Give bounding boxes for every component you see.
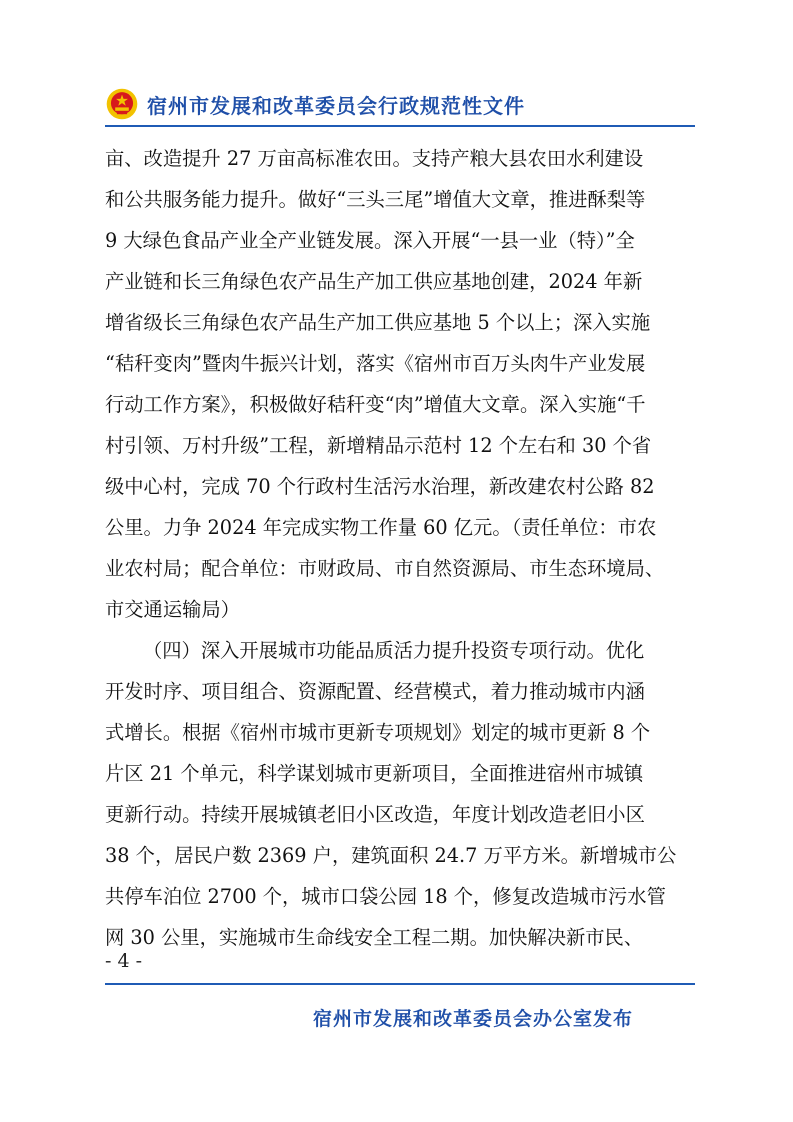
text-line: 式增长。根据《宿州市城市更新专项规划》划定的城市更新 8 个: [105, 721, 651, 744]
text-line: 和公共服务能力提升。做好“三头三尾”增值大文章，推进酥梨等: [105, 188, 646, 211]
page-number: - 4 -: [105, 950, 143, 972]
header-rule: [105, 125, 695, 127]
text-line: “秸秆变肉”暨肉牛振兴计划，落实《宿州市百万头肉牛产业发展: [105, 352, 646, 375]
text-line: 产业链和长三角绿色农产品生产加工供应基地创建，2024 年新: [105, 270, 643, 293]
text-line: 共停车泊位 2700 个，城市口袋公园 18 个，修复改造城市污水管: [105, 885, 666, 908]
text-line: 行动工作方案》，积极做好秸秆变“肉”增值大文章。深入实施“千: [105, 393, 646, 416]
text-line: 亩、改造提升 27 万亩高标准农田。支持产粮大县农田水利建设: [105, 147, 644, 170]
footer-publisher: 宿州市发展和改革委员会办公室发布: [313, 1008, 634, 1030]
body-text: [105, 138, 697, 958]
text-line: 增省级长三角绿色农产品生产加工供应基地 5 个以上；深入实施: [105, 311, 651, 334]
text-line: 开发时序、项目组合、资源配置、经营模式，着力推动城市内涵: [105, 680, 645, 703]
text-line: 38 个，居民户数 2369 户，建筑面积 24.7 万平方米。新增城市公: [105, 844, 677, 867]
text-line: 网 30 公里，实施城市生命线安全工程二期。加快解决新市民、: [105, 926, 644, 949]
national-emblem-icon: [105, 87, 139, 121]
document-header: [105, 84, 695, 124]
footer-rule: [105, 983, 695, 985]
text-line: 更新行动。持续开展城镇老旧小区改造，年度计划改造老旧小区: [105, 803, 645, 826]
text-line: 片区 21 个单元，科学谋划城市更新项目，全面推进宿州市城镇: [105, 762, 644, 785]
text-line: 级中心村，完成 70 个行政村生活污水治理，新改建农村公路 82: [105, 475, 655, 498]
text-line: 村引领、万村升级”工程，新增精品示范村 12 个左右和 30 个省: [105, 434, 652, 457]
text-line: 公里。力争 2024 年完成实物工作量 60 亿元。（责任单位：市农: [105, 516, 657, 539]
text-line: 市交通运输局）: [105, 598, 240, 621]
header-title: 宿州市发展和改革委员会行政规范性文件: [147, 93, 525, 118]
section-heading-line: （四）深入开展城市功能品质活力提升投资专项行动。优化: [143, 639, 645, 662]
text-line: 9 大绿色食品产业全产业链发展。深入开展“一县一业（特）”全: [105, 229, 635, 252]
text-line: 业农村局；配合单位：市财政局、市自然资源局、市生态环境局、: [105, 557, 665, 580]
